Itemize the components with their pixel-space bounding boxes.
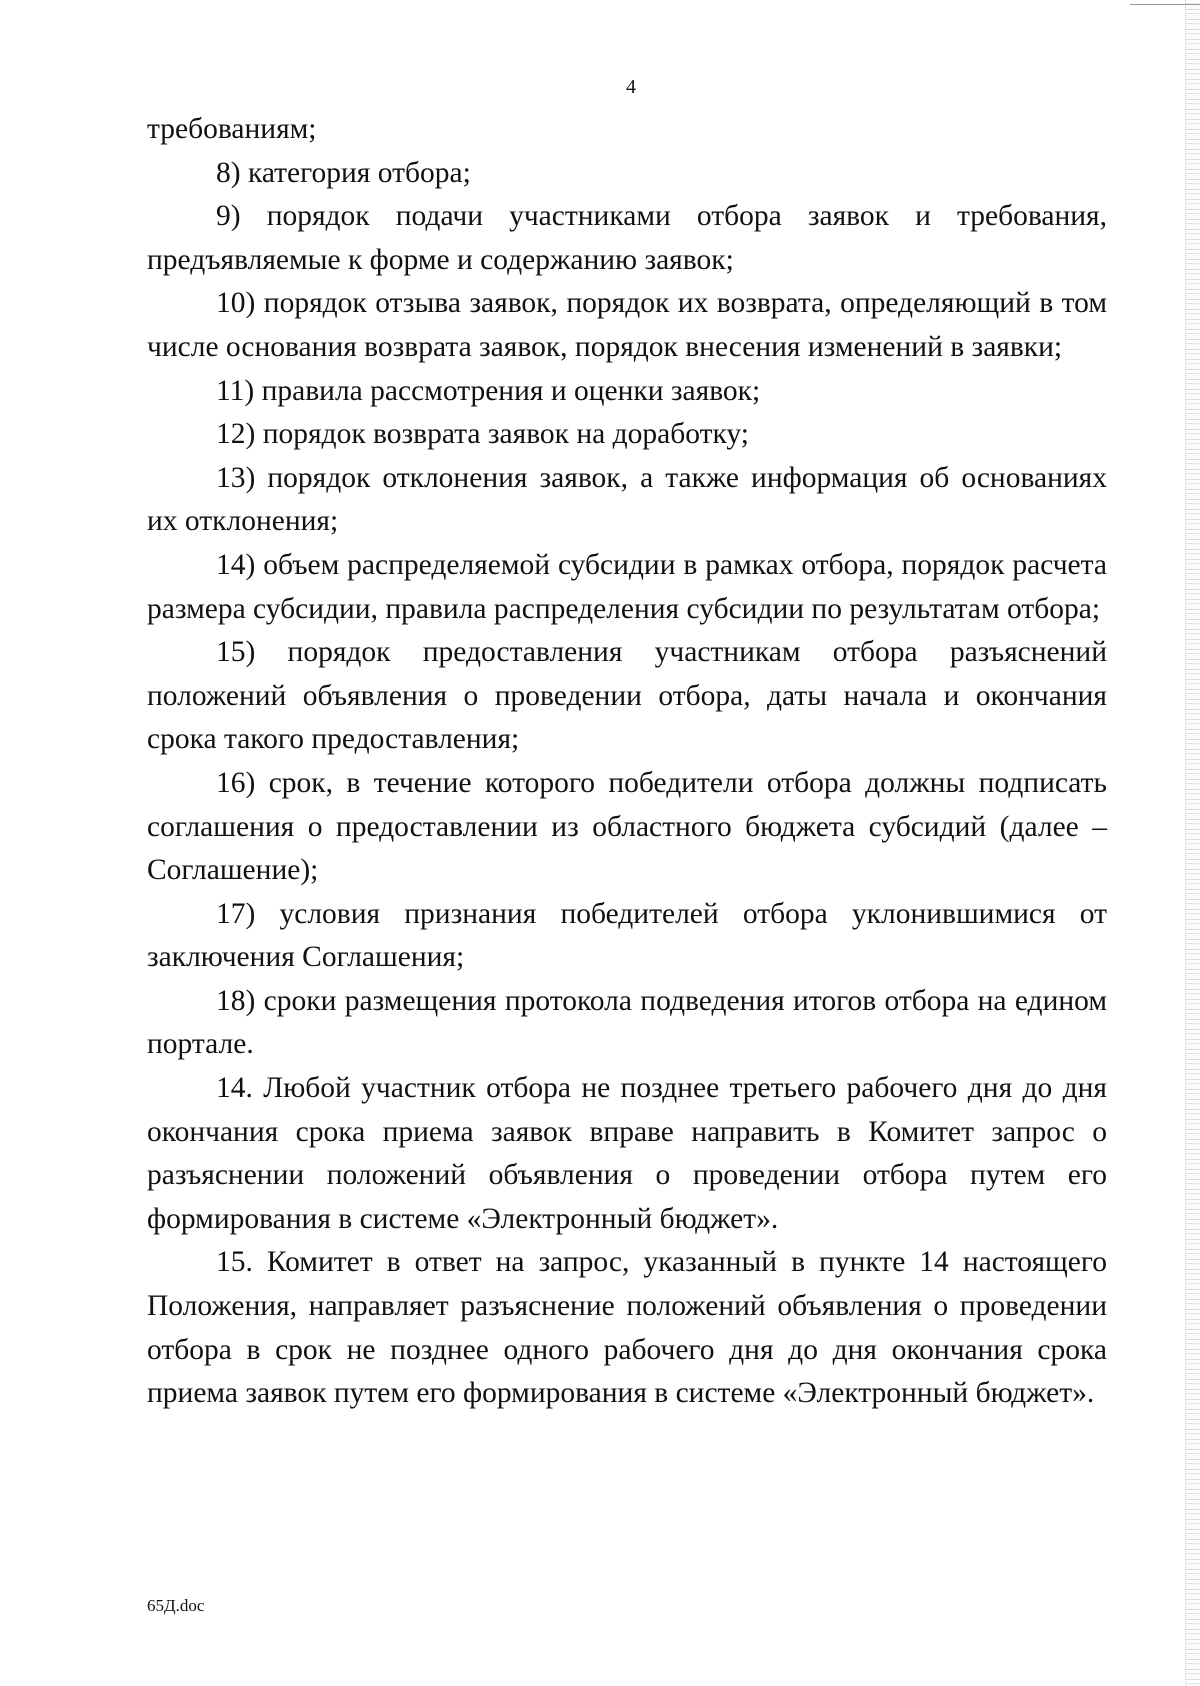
document-body <box>147 108 1107 1416</box>
paragraph-continuation: требованиям; <box>147 113 317 145</box>
list-item-10: 10) порядок отзыва заявок, порядок их возврата, определяющий в том числе основания возврата заявок, порядок внесения изменений в заявки; <box>147 287 1107 363</box>
list-item-9: 9) порядок подачи участниками отбора заявок и требования, предъявляемые к форме и содержанию заявок; <box>147 200 1107 276</box>
section-15: 15. Комитет в ответ на запрос, указанный в пункте 14 настоящего Положения, направляет разъяснение положений объявления о проведении отбора в срок не позднее одного рабочего дня до дня окончания срока приема заявок путем его формирования в системе «Электронный бюджет». <box>147 1246 1107 1410</box>
page-number: 4 <box>626 76 636 98</box>
list-item-16: 16) срок, в течение которого победители отбора должны подписать соглашения о предоставлении из областного бюджета субсидий (далее – Соглашение); <box>147 766 1107 887</box>
list-item-12: 12) порядок возврата заявок на доработку; <box>216 418 749 451</box>
list-item-17: 17) условия признания победителей отбора уклонившимися от заключения Соглашения; <box>147 897 1107 974</box>
list-item-15: 15) порядок предоставления участникам отбора разъяснений положений объявления о проведении отбора, даты начала и окончания срока такого предоставления; <box>147 636 1107 756</box>
list-item-8: 8) категория отбора; <box>216 156 471 189</box>
section-14: 14. Любой участник отбора не позднее третьего рабочего дня до дня окончания срока приема заявок вправе направить в Комитет запрос о разъяснении положений объявления о проведении отбора путем его формирования в системе «Электронный бюджет». <box>147 1072 1107 1235</box>
list-item-11: 11) правила рассмотрения и оценки заявок; <box>216 374 761 407</box>
list-item-13: 13) порядок отклонения заявок, а также информация об основаниях их отклонения; <box>147 461 1107 538</box>
scan-corner-mark <box>1130 0 1200 5</box>
list-item-14: 14) объем распределяемой субсидии в рамках отбора, порядок расчета размера субсидии, правила распределения субсидии по результатам отбора; <box>147 548 1107 625</box>
footer-filename: 65Д.doc <box>147 1596 205 1615</box>
list-item-18: 18) сроки размещения протокола подведения итогов отбора на едином портале. <box>147 984 1107 1061</box>
scan-edge-artifact <box>1185 0 1200 1686</box>
